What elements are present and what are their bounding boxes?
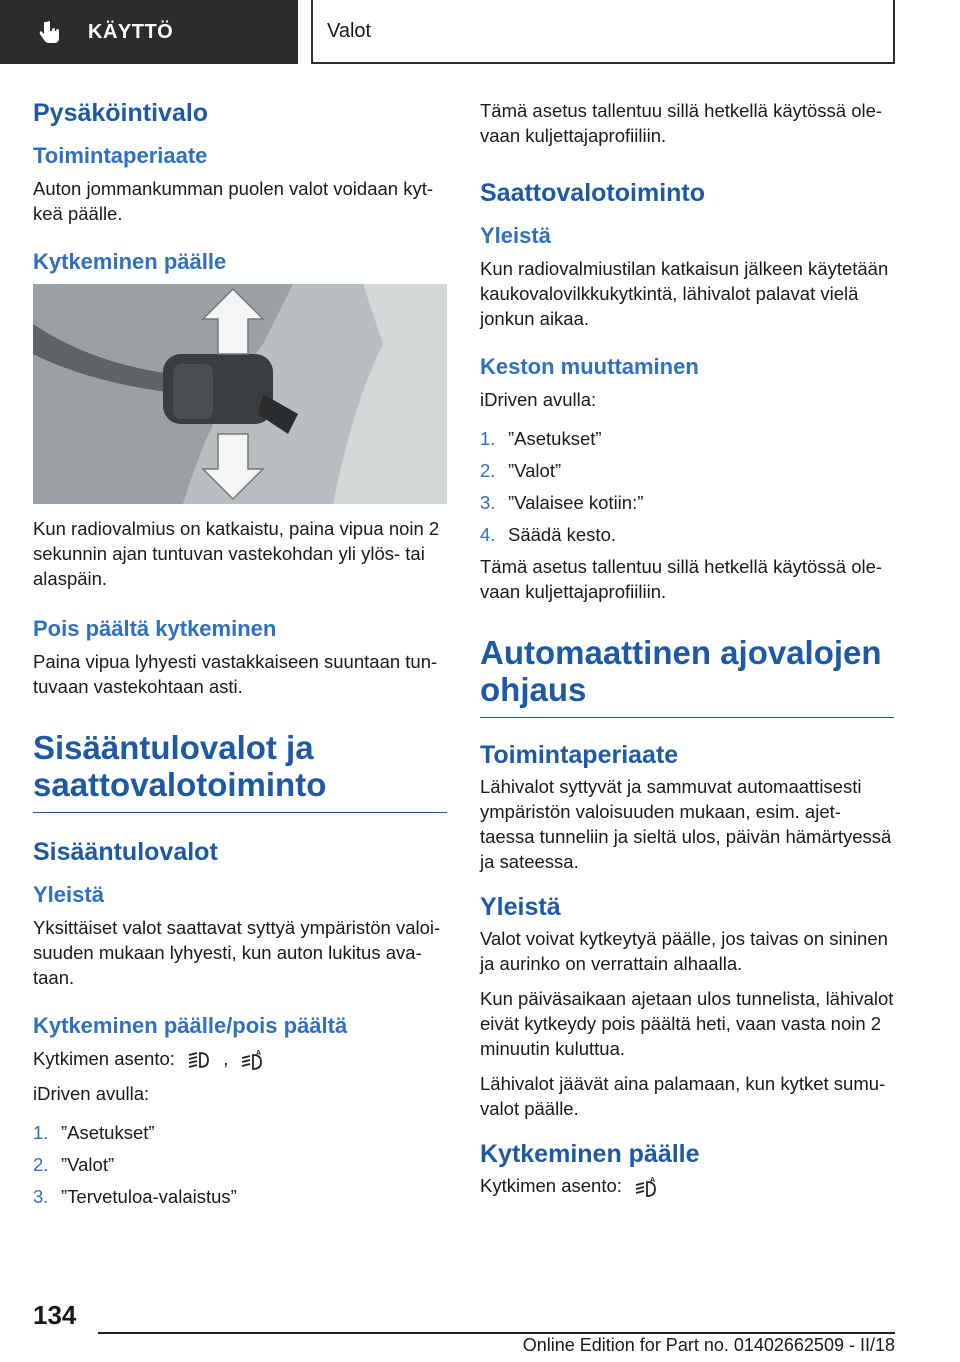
heading-on-off: Kytkeminen päälle/pois päältä [33, 1013, 348, 1038]
list-item [480, 490, 894, 515]
heading-general-2: Yleistä [480, 893, 561, 921]
step-text: ”Tervetuloa-valaistus” [61, 1186, 237, 1208]
list-item [33, 1184, 447, 1209]
step-text: ”Asetukset” [508, 428, 602, 449]
heading-principle-right: Toimintaperiaate [480, 741, 679, 769]
step-number: 1. [480, 428, 496, 449]
step-number: 4. [480, 524, 496, 545]
left-column [33, 98, 447, 1216]
list-item [480, 458, 894, 483]
heading-general: Yleistä [33, 882, 104, 907]
step-text: ”Valaisee kotiin:” [508, 492, 644, 513]
heading-switch-on: Kytkeminen päälle [33, 249, 227, 274]
footer-divider [98, 1332, 895, 1334]
idrive-label-right: iDriven avulla: [480, 389, 597, 410]
right-column [480, 98, 894, 1208]
step-text: ”Valot” [508, 460, 562, 481]
text-general-right: Kun radiovalmiustilan katkaisun jälkeen käytetään kaukovalovilkkukytkintä, lähivalot palavat vielä jonkun aikaa. [480, 258, 889, 329]
switch-position-line-right [480, 1173, 894, 1198]
chapter-title [311, 0, 895, 64]
heading-welcome-block [33, 729, 447, 813]
text-saved-2: Tämä asetus tallentuu sillä hetkellä käytössä ole-vaan kuljettajaprofiiliin. [480, 556, 883, 602]
step-text: ”Valot” [61, 1154, 115, 1176]
left-steps-list [33, 1120, 447, 1209]
heading-principle: Toimintaperiaate [33, 143, 208, 168]
list-item [33, 1152, 447, 1177]
text-saved-1: Tämä asetus tallentuu sillä hetkellä käytössä ole-vaan kuljettajaprofiiliin. [480, 100, 883, 146]
heading-general-right: Yleistä [480, 223, 551, 248]
text-switch-off: Paina vipua lyhyesti vastakkaiseen suuntaan tun-tuvaan vastekohtaan asti. [33, 651, 438, 697]
text-switch-on: Kun radiovalmius on katkaistu, paina vipua noin 2 sekunnin ajan tuntuvan vastekohdan yli ylös- tai alaspäin. [33, 518, 440, 589]
step-text: ”Asetukset” [61, 1122, 155, 1144]
heading-welcome: Sisääntulovalot ja saattovalotoiminto [33, 729, 327, 803]
step-number: 2. [33, 1154, 49, 1176]
low-beam-symbol-icon [186, 1049, 212, 1071]
list-item [480, 522, 894, 547]
switch-position-label: Kytkimen asento: [33, 1048, 175, 1069]
turn-signal-lever-image [33, 284, 447, 504]
text-general-2b: Kun päiväsaikaan ajetaan ulos tunnelista, lähivalot eivät kytkeydy pois päältä heti, vaan vasta noin 2 minuutin kuluttua. [480, 988, 894, 1059]
step-number: 3. [480, 492, 496, 513]
heading-auto-headlights: Automaattinen ajovalojen ohjaus [480, 634, 882, 708]
text-general-2c: Lähivalot jäävät aina palamaan, kun kytket sumu-valot päälle. [480, 1073, 886, 1119]
heading-switch-on-right: Kytkeminen päälle [480, 1140, 700, 1168]
chapter-title-label: Valot [327, 19, 372, 42]
text-general: Yksittäiset valot saattavat syttyä ympäristön valoi-suuden mukaan lyhyesti, kun auton lukitus ava-taan. [33, 917, 441, 988]
symbol-separator: , [223, 1048, 229, 1069]
heading-switch-off: Pois päältä kytkeminen [33, 616, 277, 641]
step-text: Säädä kesto. [508, 524, 616, 545]
switch-position-label: Kytkimen asento: [480, 1175, 622, 1196]
edition-text: Online Edition for Part no. 01402662509 - II/18 [522, 1335, 895, 1355]
heading-auto-block [480, 634, 894, 718]
svg-text:A: A [650, 1177, 656, 1185]
heading-follow-me-home: Saattovalotoiminto [480, 179, 706, 207]
section-tab-label: KÄYTTÖ [88, 20, 174, 43]
svg-text:A: A [256, 1050, 262, 1058]
text-general-2a: Valot voivat kytkeytyä päälle, jos taivas on sininen ja aurinko on verrattain alhaalla. [480, 928, 888, 974]
text-principle-right: Lähivalot syttyvät ja sammuvat automaattisesti ympäristön valoisuuden mukaan, esim. ajet-taessa tunneliin ja sieltä ulos, päivän hämärtyessä ja sateessa. [480, 776, 892, 872]
section-tab [0, 0, 298, 64]
step-number: 1. [33, 1122, 49, 1144]
heading-duration: Keston muuttaminen [480, 354, 699, 379]
switch-position-line [33, 1046, 447, 1071]
auto-light-symbol-icon [633, 1176, 659, 1198]
step-number: 2. [480, 460, 496, 481]
idrive-label: iDriven avulla: [33, 1083, 150, 1105]
heading-welcome-lights: Sisääntulovalot [33, 838, 218, 866]
text-principle: Auton jommankumman puolen valot voidaan kyt-keä päälle. [33, 178, 434, 224]
page-number: 134 [33, 1300, 77, 1330]
step-number: 3. [33, 1186, 49, 1208]
auto-light-symbol-icon [239, 1049, 265, 1071]
hand-pointer-icon [38, 19, 64, 45]
list-item [480, 426, 894, 451]
list-item [33, 1120, 447, 1145]
right-steps-list [480, 426, 894, 547]
heading-parking-light: Pysäköintivalo [33, 99, 209, 127]
